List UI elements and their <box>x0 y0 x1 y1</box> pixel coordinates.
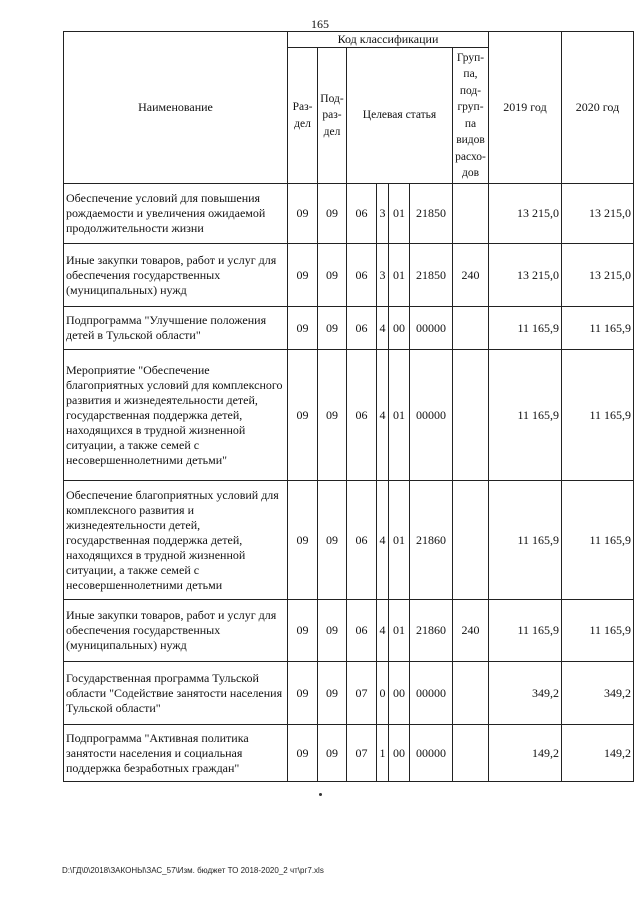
row-subprogram-code: 4 <box>377 600 389 662</box>
row-name: Подпрограмма "Улучшение положения детей в Тульской области" <box>64 307 288 350</box>
row-event-code: 00 <box>389 307 410 350</box>
header-subsection: Под- раз- дел <box>318 48 347 184</box>
row-direction-code: 00000 <box>410 350 453 481</box>
row-event-code: 01 <box>389 600 410 662</box>
row-event-code: 00 <box>389 662 410 725</box>
row-section: 09 <box>288 481 318 600</box>
row-subprogram-code: 3 <box>377 244 389 307</box>
row-expense-type <box>453 481 489 600</box>
row-expense-type: 240 <box>453 600 489 662</box>
row-program-code: 06 <box>347 481 377 600</box>
row-event-code: 00 <box>389 725 410 782</box>
table-row <box>64 662 634 725</box>
row-expense-type <box>453 725 489 782</box>
row-expense-type <box>453 350 489 481</box>
header-target: Целевая статья <box>347 48 453 184</box>
row-amount-2019: 11 165,9 <box>489 350 562 481</box>
row-amount-2020: 13 215,0 <box>562 184 634 244</box>
row-name: Обеспечение условий для повышения рождаемости и увеличения ожидаемой продолжительности жизни <box>64 184 288 244</box>
row-program-code: 06 <box>347 307 377 350</box>
stray-dot <box>319 793 322 796</box>
row-name: Подпрограмма "Активная политика занятости населения и социальная поддержка безработных граждан" <box>64 725 288 782</box>
row-event-code: 01 <box>389 481 410 600</box>
table-row <box>64 481 634 600</box>
row-subsection: 09 <box>318 481 347 600</box>
row-subprogram-code: 4 <box>377 481 389 600</box>
row-section: 09 <box>288 307 318 350</box>
row-subsection: 09 <box>318 184 347 244</box>
row-amount-2019: 13 215,0 <box>489 244 562 307</box>
header-2020: 2020 год <box>562 32 634 184</box>
table-row <box>64 600 634 662</box>
budget-table <box>63 31 634 782</box>
row-section: 09 <box>288 184 318 244</box>
row-section: 09 <box>288 600 318 662</box>
row-direction-code: 00000 <box>410 662 453 725</box>
row-expense-type <box>453 662 489 725</box>
row-expense-type <box>453 184 489 244</box>
row-event-code: 01 <box>389 350 410 481</box>
row-name: Иные закупки товаров, работ и услуг для обеспечения государственных (муниципальных) нужд <box>64 600 288 662</box>
row-subprogram-code: 4 <box>377 307 389 350</box>
row-name: Мероприятие "Обеспечение благоприятных условий для комплексного развития и жизнедеятельности детей, государственная поддержка детей, находящихся в трудной жизненной ситуации, а также семей с несовершеннолетними детьми" <box>64 350 288 481</box>
row-program-code: 06 <box>347 244 377 307</box>
row-expense-type: 240 <box>453 244 489 307</box>
row-amount-2020: 13 215,0 <box>562 244 634 307</box>
header-code: Код классификации <box>288 32 489 48</box>
row-amount-2019: 149,2 <box>489 725 562 782</box>
row-event-code: 01 <box>389 244 410 307</box>
header-name: Наименование <box>64 32 288 184</box>
row-amount-2020: 149,2 <box>562 725 634 782</box>
header-section: Раз- дел <box>288 48 318 184</box>
row-subsection: 09 <box>318 350 347 481</box>
row-subprogram-code: 3 <box>377 184 389 244</box>
row-amount-2020: 11 165,9 <box>562 481 634 600</box>
row-subsection: 09 <box>318 244 347 307</box>
row-subsection: 09 <box>318 662 347 725</box>
row-direction-code: 00000 <box>410 307 453 350</box>
table-row <box>64 184 634 244</box>
row-subsection: 09 <box>318 725 347 782</box>
header-group: Груп- па, под- груп- па видов расхо- дов <box>453 48 489 184</box>
row-amount-2020: 349,2 <box>562 662 634 725</box>
page-number: 165 <box>311 17 329 31</box>
row-name: Государственная программа Тульской области "Содействие занятости населения Тульской области" <box>64 662 288 725</box>
row-amount-2019: 13 215,0 <box>489 184 562 244</box>
row-direction-code: 21860 <box>410 481 453 600</box>
row-amount-2020: 11 165,9 <box>562 600 634 662</box>
row-section: 09 <box>288 662 318 725</box>
row-program-code: 07 <box>347 725 377 782</box>
row-amount-2020: 11 165,9 <box>562 307 634 350</box>
row-section: 09 <box>288 350 318 481</box>
row-program-code: 06 <box>347 600 377 662</box>
row-program-code: 07 <box>347 662 377 725</box>
row-direction-code: 21850 <box>410 244 453 307</box>
row-direction-code: 21860 <box>410 600 453 662</box>
row-expense-type <box>453 307 489 350</box>
row-subsection: 09 <box>318 307 347 350</box>
row-subprogram-code: 0 <box>377 662 389 725</box>
row-direction-code: 00000 <box>410 725 453 782</box>
row-amount-2019: 11 165,9 <box>489 600 562 662</box>
table-row <box>64 725 634 782</box>
row-subprogram-code: 4 <box>377 350 389 481</box>
row-event-code: 01 <box>389 184 410 244</box>
row-amount-2019: 11 165,9 <box>489 307 562 350</box>
row-section: 09 <box>288 725 318 782</box>
header-2019: 2019 год <box>489 32 562 184</box>
row-amount-2019: 11 165,9 <box>489 481 562 600</box>
table-row <box>64 244 634 307</box>
table-row <box>64 350 634 481</box>
row-amount-2020: 11 165,9 <box>562 350 634 481</box>
file-path-footer: D:\ГД\0\2018\ЗАКОНЫ\ЗАС_57\Изм. бюджет ТО 2018-2020_2 чт\рг7.xls <box>62 866 324 875</box>
row-section: 09 <box>288 244 318 307</box>
table-row <box>64 307 634 350</box>
row-subprogram-code: 1 <box>377 725 389 782</box>
row-amount-2019: 349,2 <box>489 662 562 725</box>
row-name: Иные закупки товаров, работ и услуг для обеспечения государственных (муниципальных) нужд <box>64 244 288 307</box>
row-direction-code: 21850 <box>410 184 453 244</box>
row-subsection: 09 <box>318 600 347 662</box>
row-program-code: 06 <box>347 184 377 244</box>
row-name: Обеспечение благоприятных условий для комплексного развития и жизнедеятельности детей, государственная поддержка детей, находящихся в трудной жизненной ситуации, а также семей с несовершеннолетними детьми <box>64 481 288 600</box>
row-program-code: 06 <box>347 350 377 481</box>
